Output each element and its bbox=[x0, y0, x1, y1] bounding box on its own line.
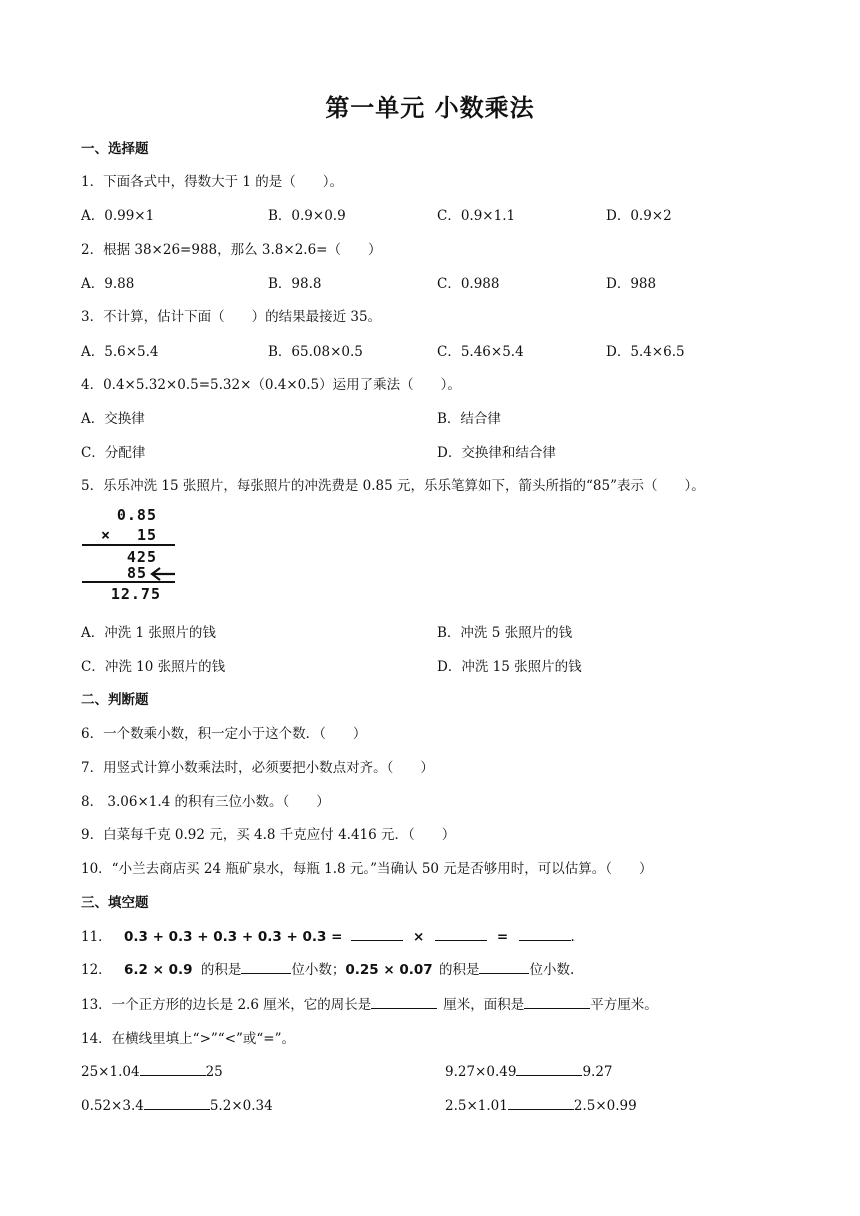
times-sign: × bbox=[101, 526, 112, 544]
q13-text-3: 平方厘米。 bbox=[590, 997, 658, 1013]
q2-option-c: C．0.988 bbox=[437, 276, 500, 292]
question-1: 1．下面各式中，得数大于 1 的是（ ）。 bbox=[81, 174, 344, 190]
question-4: 4．0.4×5.32×0.5=5.32×（0.4×0.5）运用了乘法（ ）。 bbox=[81, 377, 461, 393]
q11-blank-3[interactable] bbox=[519, 926, 571, 941]
question-8: 8． 3.06×1.4 的积有三位小数。（ ） bbox=[81, 794, 330, 810]
q12-blank-2[interactable] bbox=[479, 959, 529, 974]
q5-option-b: B．冲洗 5 张照片的钱 bbox=[437, 625, 573, 641]
q2-option-a: A．9.88 bbox=[81, 276, 135, 292]
q14-item-2-right: 9.27 bbox=[582, 1064, 613, 1080]
q14-item-1 bbox=[81, 1061, 223, 1080]
question-3: 3．不计算，估计下面（ ）的结果最接近 35。 bbox=[81, 309, 382, 325]
q12-blank-1[interactable] bbox=[241, 959, 291, 974]
question-9: 9．白菜每千克 0.92 元，买 4.8 千克应付 4.416 元．（ ） bbox=[81, 827, 456, 843]
section-heading-fill: 三、填空题 bbox=[81, 895, 149, 911]
q1-option-d: D．0.9×2 bbox=[606, 208, 672, 224]
q11-blank-1[interactable] bbox=[351, 926, 403, 941]
partial-product-1: 425 bbox=[126, 548, 157, 566]
question-13 bbox=[81, 993, 658, 1013]
q4-option-b: B．结合律 bbox=[437, 411, 501, 427]
q4-option-a: A．交换律 bbox=[81, 411, 145, 427]
q11-number: 11． bbox=[81, 929, 112, 945]
q11-blank-2[interactable] bbox=[435, 926, 487, 941]
q14-item-3 bbox=[81, 1095, 273, 1114]
q2-option-b: B．98.8 bbox=[268, 276, 322, 292]
q3-option-b: B．65.08×0.5 bbox=[268, 344, 363, 360]
question-6: 6．一个数乘小数，积一定小于这个数．（ ） bbox=[81, 726, 367, 742]
q14-blank-2[interactable] bbox=[516, 1061, 582, 1076]
q1-option-b: B．0.9×0.9 bbox=[268, 208, 346, 224]
vertical-multiplication-figure bbox=[81, 506, 181, 606]
q2-option-d: D．988 bbox=[606, 276, 657, 292]
q11-expression: 0.3 + 0.3 + 0.3 + 0.3 + 0.3 = bbox=[123, 929, 343, 945]
q5-option-a: A．冲洗 1 张照片的钱 bbox=[81, 625, 216, 641]
q5-option-d: D．冲洗 15 张照片的钱 bbox=[437, 659, 582, 675]
q14-blank-3[interactable] bbox=[144, 1095, 210, 1110]
question-10: 10．“小兰去商店买 24 瓶矿泉水，每瓶 1.8 元。”当确认 50 元是否够用时，可以估算。（ ） bbox=[81, 861, 653, 877]
q14-item-4-right: 2.5×0.99 bbox=[573, 1098, 637, 1114]
q13-text-1: 13．一个正方形的边长是 2.6 厘米，它的周长是 bbox=[81, 997, 372, 1013]
page-title: 第一单元 小数乘法 bbox=[325, 94, 535, 122]
q11-times: × bbox=[413, 929, 425, 945]
q12-expression-1: 6.2 × 0.9 bbox=[123, 962, 193, 978]
question-12 bbox=[81, 958, 574, 978]
q3-option-d: D．5.4×6.5 bbox=[606, 344, 685, 360]
q12-end: 位小数. bbox=[529, 962, 575, 978]
q14-item-1-right: 25 bbox=[205, 1064, 223, 1080]
q14-item-3-right: 5.2×0.34 bbox=[209, 1098, 273, 1114]
question-2: 2．根据 38×26=988，那么 3.8×2.6=（ ） bbox=[81, 242, 382, 258]
final-product: 12.75 bbox=[110, 585, 161, 603]
q12-text-2: 位小数； bbox=[291, 962, 346, 978]
multiplicand: 0.85 bbox=[116, 506, 157, 524]
q12-text-3: 的积是 bbox=[438, 962, 480, 978]
q14-blank-1[interactable] bbox=[140, 1061, 206, 1076]
q4-option-d: D．交换律和结合律 bbox=[437, 445, 556, 461]
q14-item-2 bbox=[445, 1061, 613, 1080]
question-7: 7．用竖式计算小数乘法时，必须要把小数点对齐。（ ） bbox=[81, 760, 434, 776]
q14-item-3-left: 0.52×3.4 bbox=[81, 1098, 144, 1114]
q1-option-c: C．0.9×1.1 bbox=[437, 208, 516, 224]
q14-item-4-left: 2.5×1.01 bbox=[445, 1098, 508, 1114]
q13-blank-2[interactable] bbox=[524, 994, 590, 1009]
arrow-left-icon bbox=[149, 566, 177, 582]
q4-option-c: C．分配律 bbox=[81, 445, 146, 461]
partial-product-2: 85 bbox=[126, 564, 147, 582]
multiplier: 15 bbox=[136, 526, 157, 544]
q3-option-a: A．5.6×5.4 bbox=[81, 344, 159, 360]
q13-text-2: 厘米，面积是 bbox=[443, 997, 525, 1013]
q14-blank-4[interactable] bbox=[508, 1095, 574, 1110]
q14-item-2-left: 9.27×0.49 bbox=[445, 1064, 517, 1080]
question-14: 14．在横线里填上“>”“<”或“=”。 bbox=[81, 1031, 296, 1047]
q14-item-4 bbox=[445, 1095, 637, 1114]
q12-expression-2: 0.25 × 0.07 bbox=[345, 962, 433, 978]
question-5: 5．乐乐冲洗 15 张照片，每张照片的冲洗费是 0.85 元，乐乐笔算如下，箭头所指的“85”表示（ ）。 bbox=[81, 478, 705, 494]
section-heading-judge: 二、判断题 bbox=[81, 692, 149, 708]
question-11 bbox=[81, 925, 575, 945]
q12-number: 12． bbox=[81, 962, 112, 978]
q13-blank-1[interactable] bbox=[371, 994, 437, 1009]
q12-text-1: 的积是 bbox=[200, 962, 242, 978]
q3-option-c: C．5.46×5.4 bbox=[437, 344, 524, 360]
q11-equals: = bbox=[496, 929, 509, 945]
q5-option-c: C．冲洗 10 张照片的钱 bbox=[81, 659, 226, 675]
q14-item-1-left: 25×1.04 bbox=[81, 1064, 140, 1080]
q1-option-a: A．0.99×1 bbox=[81, 208, 155, 224]
q11-end: . bbox=[570, 929, 575, 945]
section-heading-choice: 一、选择题 bbox=[81, 141, 149, 157]
